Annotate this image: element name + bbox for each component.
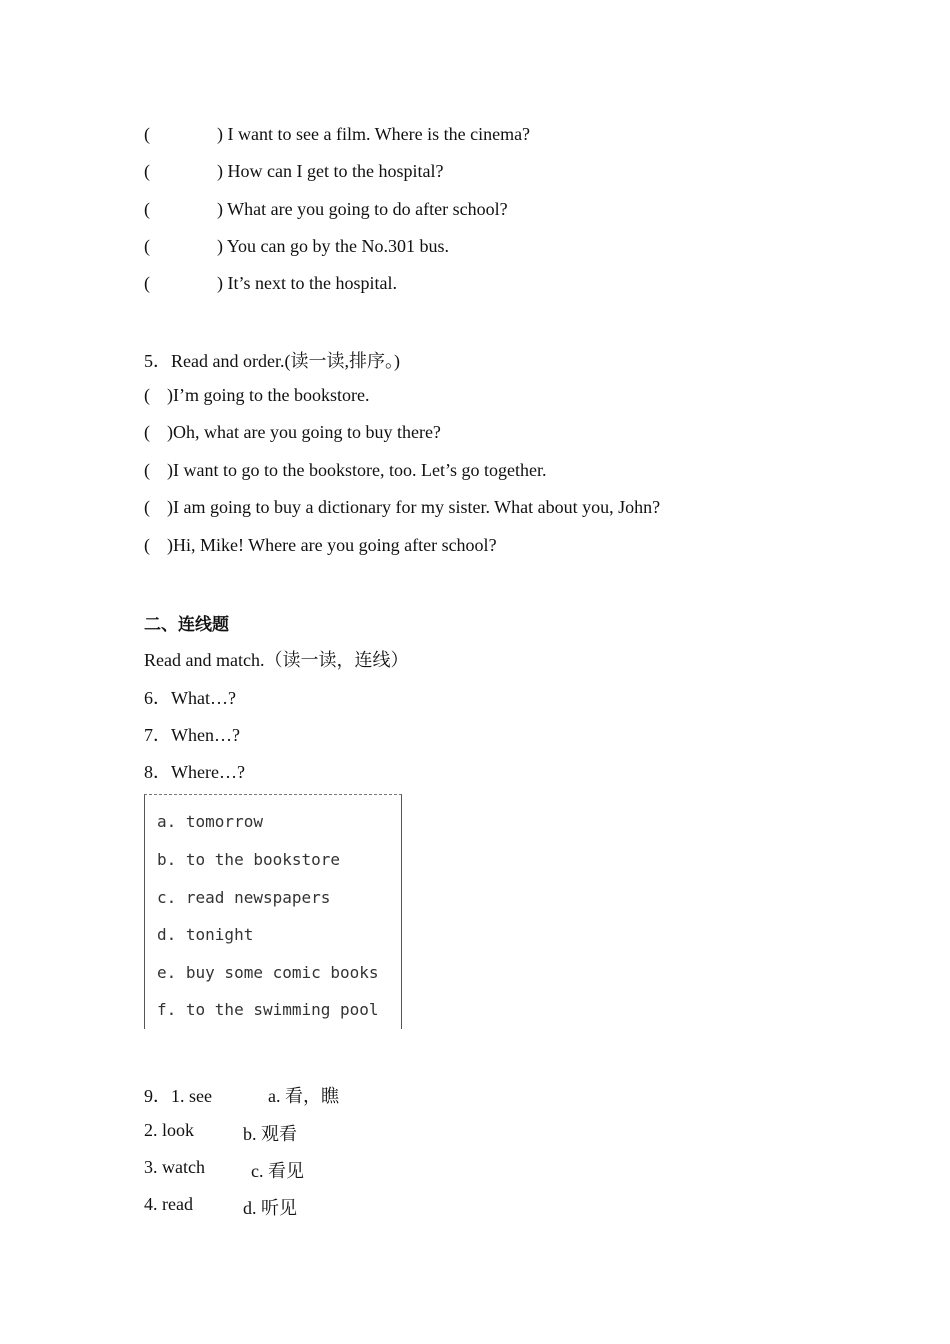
q9-left-4: 4. read <box>144 1194 193 1214</box>
q5-item-text: I am going to buy a dictionary for my sister. What about you, John? <box>173 497 661 517</box>
q5-item-5: ( )Hi, Mike! Where are you going after school? <box>144 535 497 555</box>
question-8: 8．Where…? <box>144 762 245 782</box>
answer-text: I want to see a film. Where is the cinema? <box>227 124 531 144</box>
q9-right-3: c. 看见 <box>251 1161 304 1181</box>
answer-line-1: ( ) I want to see a film. Where is the cinema? <box>144 124 531 144</box>
q9-left-1: 9．1. see <box>144 1086 212 1106</box>
q9-right-4: d. 听见 <box>243 1198 297 1218</box>
options-box <box>144 794 402 1029</box>
answer-line-4: ( ) You can go by the No.301 bus. <box>144 236 449 256</box>
q9-right-1: a. 看，瞧 <box>268 1086 339 1106</box>
q5-item-text: I’m going to the bookstore. <box>173 385 370 405</box>
q5-item-text: Oh, what are you going to buy there? <box>173 422 441 442</box>
option-f: f. to the swimming pool <box>157 1000 379 1019</box>
question-7: 7．When…? <box>144 725 240 745</box>
question-6: 6．What…? <box>144 688 236 708</box>
answer-text: You can go by the No.301 bus. <box>226 236 449 256</box>
option-c: c. read newspapers <box>157 888 331 907</box>
section-heading: 二、连线题 <box>144 615 229 635</box>
answer-line-2: ( ) How can I get to the hospital? <box>144 161 444 181</box>
answer-text: It’s next to the hospital. <box>227 273 397 293</box>
q5-item-text: I want to go to the bookstore, too. Let’s go together. <box>173 460 547 480</box>
answer-text: What are you going to do after school? <box>227 199 508 219</box>
q5-item-4: ( )I am going to buy a dictionary for my sister. What about you, John? <box>144 497 661 517</box>
option-a: a. tomorrow <box>157 812 263 831</box>
option-e: e. buy some comic books <box>157 963 379 982</box>
option-d: d. tonight <box>157 925 254 944</box>
option-b: b. to the bookstore <box>157 850 341 869</box>
answer-text: How can I get to the hospital? <box>227 161 444 181</box>
q5-title: 5．Read and order.(读一读,排序。) <box>144 351 400 371</box>
q5-item-2: ( )Oh, what are you going to buy there? <box>144 422 441 442</box>
q9-right-2: b. 观看 <box>243 1124 297 1144</box>
q5-item-text: Hi, Mike! Where are you going after school? <box>173 535 497 555</box>
q5-item-3: ( )I want to go to the bookstore, too. Let’s go together. <box>144 460 547 480</box>
section-instruction: Read and match.（读一读，连线） <box>144 650 409 670</box>
q9-left-3: 3. watch <box>144 1157 205 1177</box>
q5-item-1: ( )I’m going to the bookstore. <box>144 385 370 405</box>
answer-line-3: ( ) What are you going to do after school? <box>144 199 508 219</box>
q9-left-2: 2. look <box>144 1120 195 1140</box>
answer-line-5: ( ) It’s next to the hospital. <box>144 273 397 293</box>
